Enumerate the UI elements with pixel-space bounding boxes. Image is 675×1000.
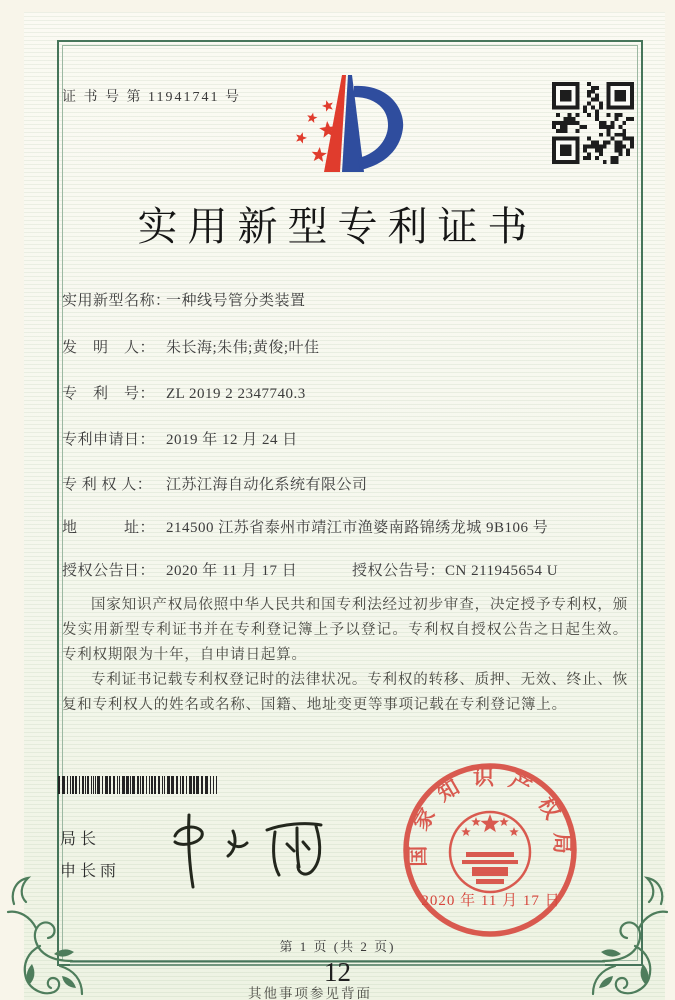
grant-number-label: 授权公告号： [352, 563, 446, 579]
field-value: ZL 2019 2 2347740.3 [166, 386, 306, 402]
field-inventors [62, 336, 628, 357]
field-application-date [62, 428, 628, 449]
field-label: 专 利 权 人： [62, 477, 153, 493]
back-page-note: 其他事项参见背面 [248, 986, 372, 1000]
seal-text: 国家知识产权局 [405, 765, 575, 867]
director-title: 局长 [60, 831, 101, 848]
grant-date-value: 2020 年 11 月 17 日 [166, 563, 298, 579]
field-patent-number [62, 382, 628, 403]
field-value: 214500 江苏省泰州市靖江市渔婆南路锦绣龙城 9B106 号 [166, 520, 549, 536]
field-patentee [62, 473, 628, 494]
field-label: 实用新型名称： [62, 293, 171, 309]
field-value: 一种线号管分类装置 [166, 293, 306, 309]
certificate-number: 证 书 号 第 11941741 号 [62, 90, 241, 105]
page-indicator: 第 1 页 (共 2 页) [279, 939, 396, 954]
field-value: 2019 年 12 月 24 日 [166, 432, 298, 448]
seal-date: 2020 年 11 月 17 日 [421, 893, 561, 909]
field-label: 地 址： [62, 520, 156, 536]
grant-number [352, 559, 558, 580]
field-value: 朱长海;朱伟;黄俊;叶佳 [166, 340, 320, 356]
field-label: 专利申请日： [62, 432, 156, 448]
grant-number-value: CN 211945654 U [445, 563, 559, 579]
legal-paragraph-1: 国家知识产权局依照中华人民共和国专利法经过初步审查，决定授予专利权，颁发实用新型专利证书并在专利登记簿上予以登记。专利权自授权公告之日起生效。专利权期限为十年，自申请日起算。 [62, 597, 628, 663]
qr-code-icon [551, 82, 635, 164]
legal-paragraph-2: 专利证书记载专利权登记时的法律状况。专利权的转移、质押、无效、终止、恢复和专利权人的姓名或名称、国籍、地址变更等事项记载在专利登记簿上。 [62, 671, 628, 713]
field-label: 专 利 号： [62, 386, 156, 402]
field-grant-row [62, 559, 628, 580]
cnipa-patent-logo-icon [272, 70, 412, 185]
barcode-icon [58, 776, 220, 794]
field-value: 江苏江海自动化系统有限公司 [166, 477, 368, 493]
field-label: 发 明 人： [62, 340, 156, 356]
grant-date-label: 授权公告日： [62, 563, 156, 579]
legal-text [62, 593, 628, 718]
director-name: 申长雨 [60, 863, 121, 880]
certificate-title: 实用新型专利证书 [137, 204, 538, 249]
field-utility-model-name [62, 289, 628, 310]
back-page-number: 12 [324, 957, 351, 987]
field-address [62, 516, 628, 537]
